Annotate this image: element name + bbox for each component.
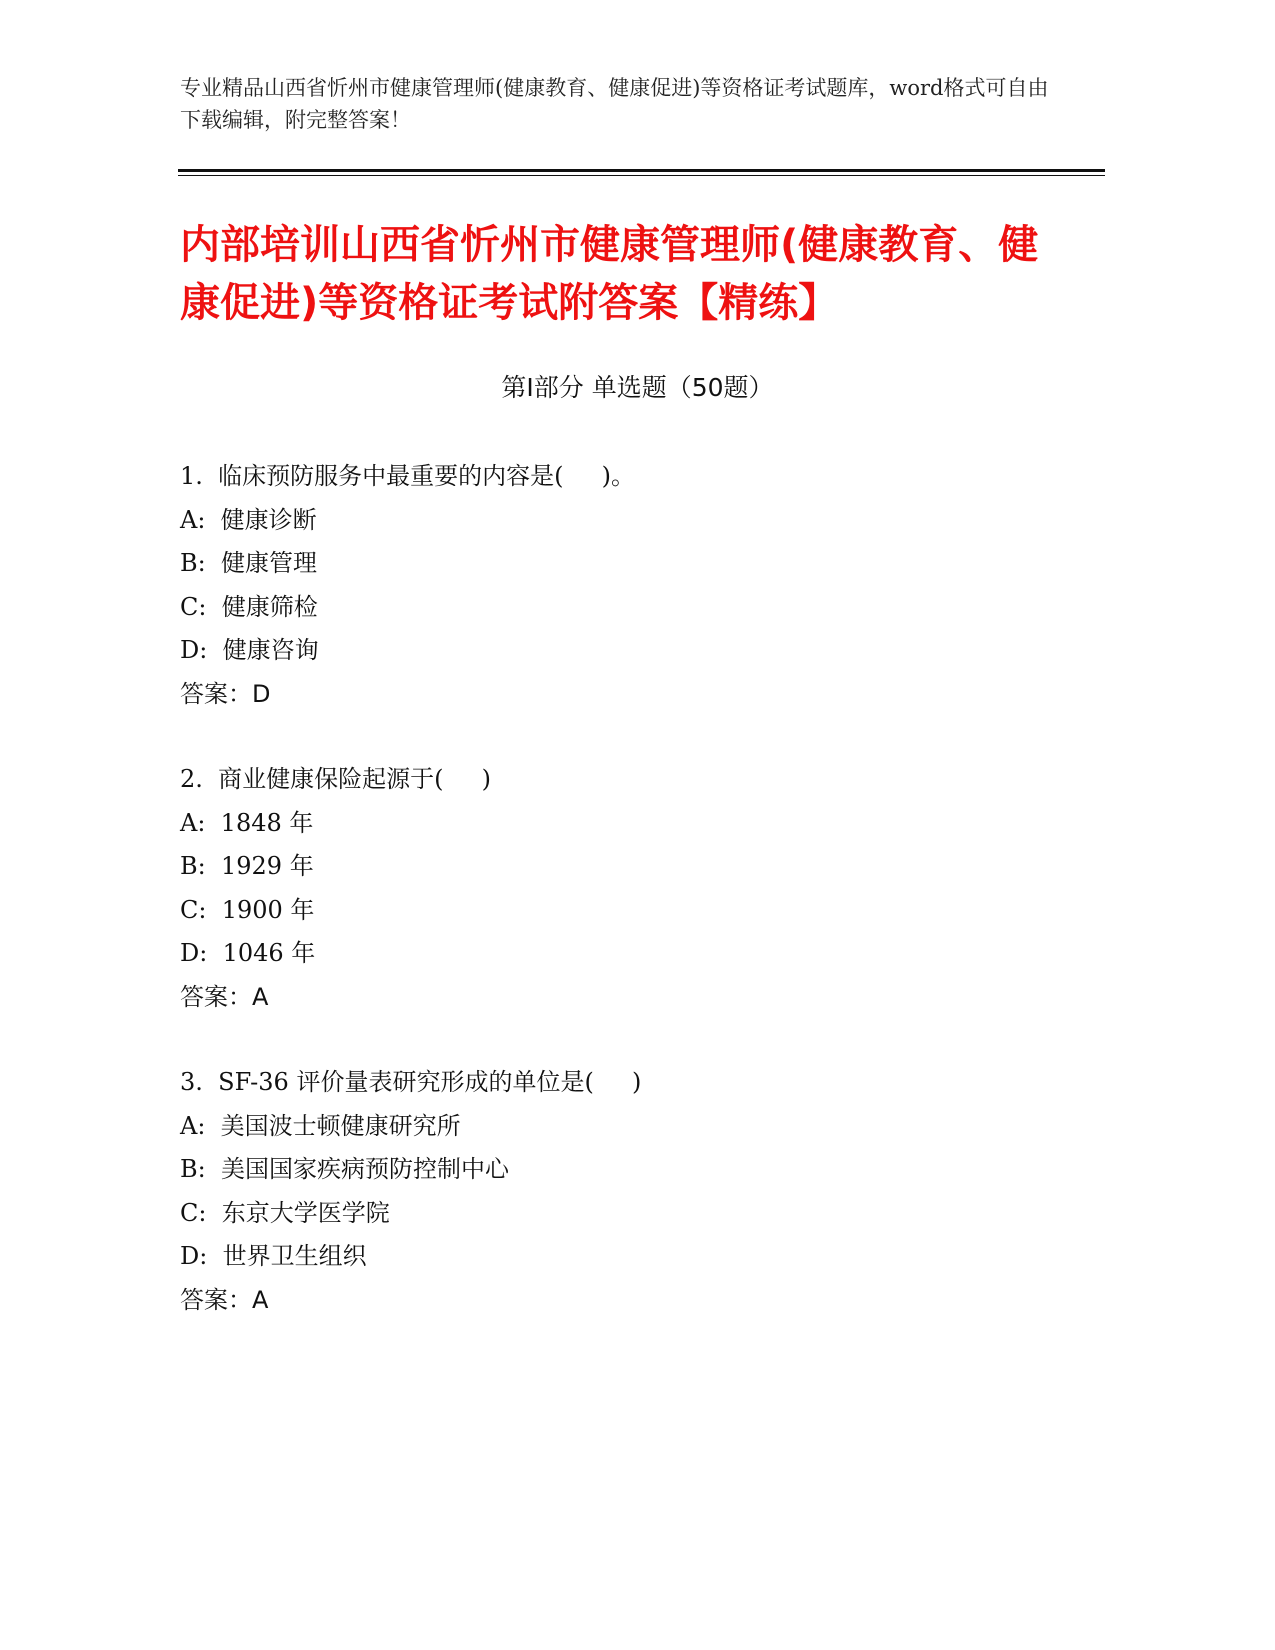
header-note: 专业精品山西省忻州市健康管理师(健康教育、健康促进)等资格证考试题库，word格式可自由下载编辑，附完整答案！: [180, 76, 1049, 132]
header-divider-thin: [178, 175, 1105, 176]
option-a: A: 1848 年: [180, 808, 314, 837]
question-2: [180, 758, 1080, 1019]
question-stem: 1. 临床预防服务中最重要的内容是( )。: [180, 462, 636, 490]
option-d: D: 健康咨询: [180, 636, 319, 664]
option-b: B: 健康管理: [180, 549, 317, 577]
option-d: D: 1046 年: [180, 939, 316, 967]
answer: 答案：A: [180, 1285, 269, 1314]
header-divider-thick: [178, 169, 1105, 172]
option-a: A: 健康诊断: [180, 505, 317, 534]
answer: 答案：A: [180, 982, 269, 1011]
option-c: C: 健康筛检: [180, 592, 318, 621]
option-b: B: 1929 年: [180, 852, 314, 880]
question-stem: 3. SF-36 评价量表研究形成的单位是( ): [180, 1068, 642, 1096]
question-stem: 2. 商业健康保险起源于( ): [180, 765, 492, 793]
question-list: [180, 455, 1080, 1364]
option-c: C: 东京大学医学院: [180, 1198, 390, 1227]
option-a: A: 美国波士顿健康研究所: [180, 1111, 461, 1140]
document-title: 内部培训山西省忻州市健康管理师(健康教育、健康促进)等资格证考试附答案【精练】: [180, 222, 1039, 326]
option-d: D: 世界卫生组织: [180, 1242, 367, 1270]
answer: 答案：D: [180, 679, 271, 708]
question-1: [180, 455, 1080, 716]
section-heading: 第Ⅰ部分 单选题（50题）: [501, 373, 774, 402]
option-c: C: 1900 年: [180, 895, 315, 924]
option-b: B: 美国国家疾病预防控制中心: [180, 1155, 509, 1183]
question-3: [180, 1061, 1080, 1322]
